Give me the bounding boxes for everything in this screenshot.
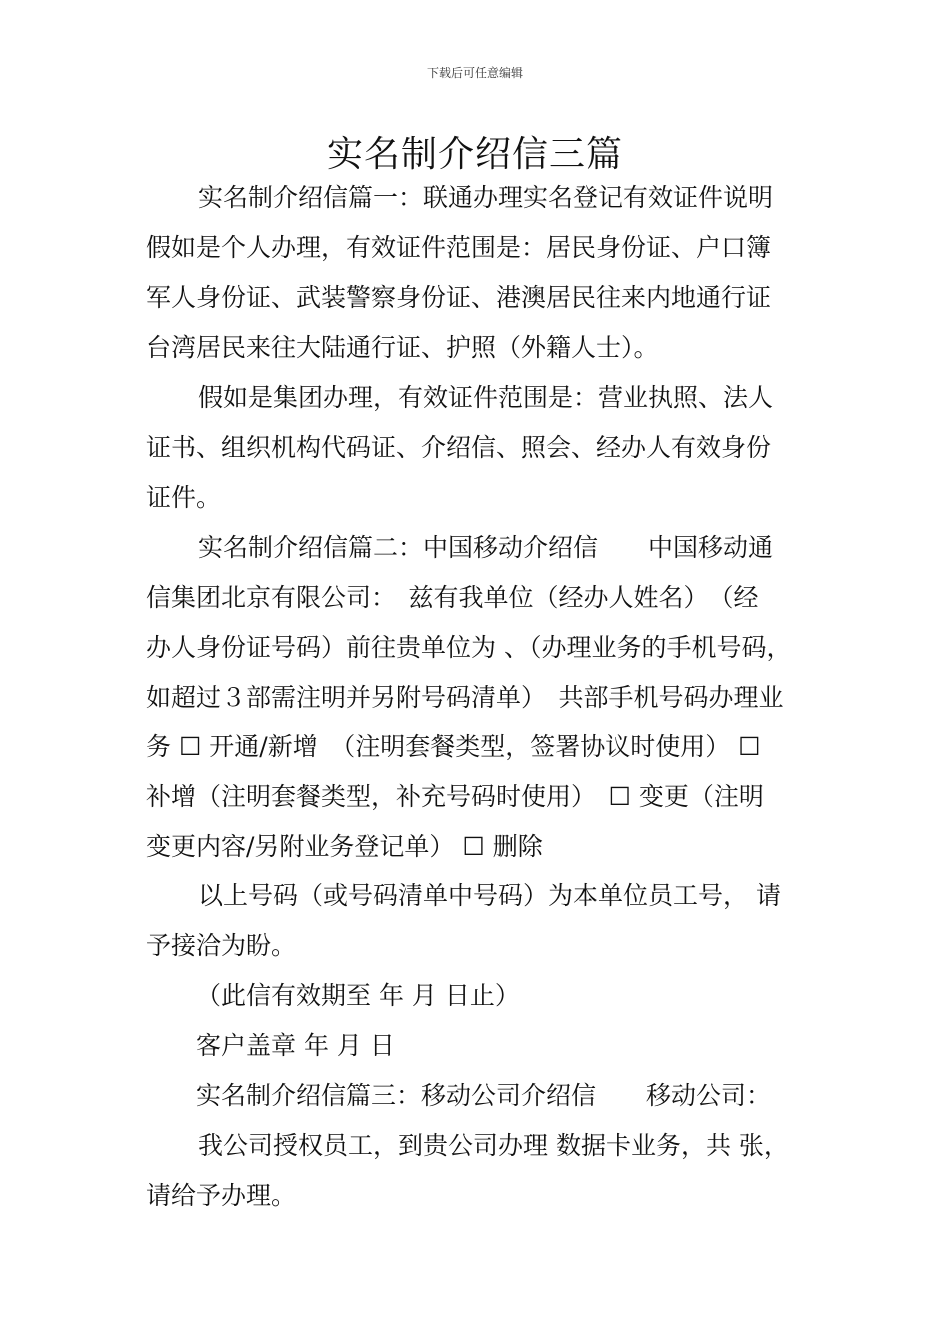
paragraph-line: 实名制介绍信篇二：中国移动介绍信 中国移动通 [198,533,774,562]
paragraph-line: 实名制介绍信篇一：联通办理实名登记有效证件说明 [198,183,774,212]
paragraph-line: 实名制介绍信篇三：移动公司介绍信 移动公司： [196,1081,772,1110]
paragraph-line: 办人身份证号码）前往贵单位为 、（办理业务的手机号码， [146,633,792,662]
paragraph-line: 假如是个人办理，有效证件范围是：居民身份证、户口簿 [146,233,772,262]
paragraph-line: 予接洽为盼。 [146,931,297,960]
paragraph-line: 信集团北京有限公司： 兹有我单位（经办人姓名） （经 [146,583,759,612]
document-title: 实名制介绍信三篇 [326,134,623,175]
paragraph-line: 客户盖章 年 月 日 [196,1031,395,1060]
paragraph-line: 补增（注明套餐类型，补充号码时使用） ☐ 变更（注明 [146,782,764,811]
header-note: 下载后可任意编辑 [426,66,523,80]
paragraph-line: 务 ☐ 开通/新增 （注明套餐类型，签署协议时使用） ☐ [146,732,761,761]
paragraph-line: 我公司授权员工，到贵公司办理 数据卡业务，共 张， [198,1131,789,1160]
paragraph-line: （此信有效期至 年 月 日止） [196,981,520,1010]
paragraph-line: 假如是集团办理，有效证件范围是：营业执照、法人 [198,383,774,412]
paragraph-line: 台湾居民来往大陆通行证、护照（外籍人士）。 [146,333,659,362]
paragraph-line: 如超过３部需注明并另附号码清单） 共部手机号码办理业 [146,683,784,712]
paragraph-line: 以上号码（或号码清单中号码）为本单位员工号， 请 [198,881,781,910]
paragraph-line: 变更内容/另附业务登记单） ☐ 删除 [146,832,543,861]
paragraph-line: 请给予办理。 [146,1181,297,1210]
paragraph-line: 证书、组织机构代码证、介绍信、照会、经办人有效身份 [146,433,772,462]
paragraph-line: 证件。 [146,483,222,512]
paragraph-line: 军人身份证、武装警察身份证、港澳居民往来内地通行证 [146,283,772,312]
